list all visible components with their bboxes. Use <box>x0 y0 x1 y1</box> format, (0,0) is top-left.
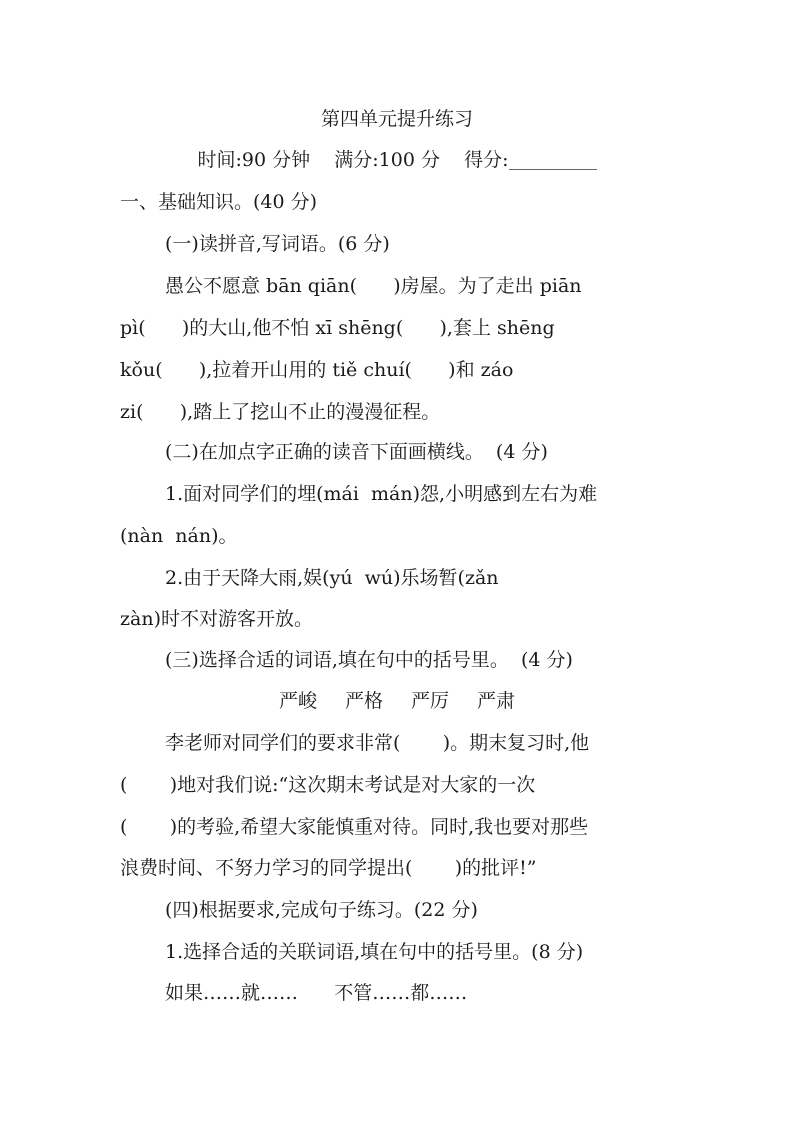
part-2-line: (nàn nán)。 <box>120 525 238 547</box>
word-choice: 严肃 <box>477 690 516 712</box>
part-3-line: 浪费时间、不努力学习的同学提出( )的批评!” <box>120 857 537 879</box>
part-1-line: kǒu( ),拉着开山用的 tiě chuí( )和 záo <box>120 359 514 381</box>
time-label: 时间:90 分钟 <box>197 149 311 171</box>
conjunction-options: 如果……就…… 不管……都…… <box>165 982 468 1004</box>
full-score-label: 满分:100 分 <box>334 149 440 171</box>
part-1-line: pì( )的大山,他不怕 xī shēng( ),套上 shēng <box>120 317 555 339</box>
part-3-line: ( )的考验,希望大家能慎重对待。同时,我也要对那些 <box>120 816 589 838</box>
part-1-heading: (一)读拼音,写词语。(6 分) <box>165 233 390 255</box>
exam-meta <box>0 148 794 172</box>
part-2-heading: (二)在加点字正确的读音下面画横线。 (4 分) <box>165 441 548 463</box>
word-choice: 严厉 <box>411 690 450 712</box>
part-3-line: ( )地对我们说:“这次期末考试是对大家的一次 <box>120 774 536 796</box>
word-choice: 严峻 <box>278 690 317 712</box>
part-4-sub-1: 1.选择合适的关联词语,填在句中的括号里。(8 分) <box>165 941 584 963</box>
word-choices <box>0 689 794 713</box>
part-2-line: 2.由于天降大雨,娱(yú wú)乐场暂(zǎn <box>165 567 499 589</box>
part-2-line: 1.面对同学们的埋(mái mán)怨,小明感到左右为难 <box>165 483 598 505</box>
score-blank[interactable] <box>509 149 597 170</box>
word-choice: 严格 <box>344 690 383 712</box>
part-2-line: zàn)时不对游客开放。 <box>120 608 313 630</box>
score-label: 得分: <box>464 149 509 171</box>
part-4-heading: (四)根据要求,完成句子练习。(22 分) <box>165 899 478 921</box>
part-3-heading: (三)选择合适的词语,填在句中的括号里。 (4 分) <box>165 649 573 671</box>
section-1-heading: 一、基础知识。(40 分) <box>120 191 318 213</box>
part-1-line: 愚公不愿意 bān qiān( )房屋。为了走出 piān <box>165 275 582 297</box>
part-1-line: zi( ),踏上了挖山不止的漫漫征程。 <box>120 401 441 423</box>
page-title: 第四单元提升练习 <box>320 108 473 130</box>
part-3-line: 李老师对同学们的要求非常( )。期末复习时,他 <box>165 732 590 754</box>
